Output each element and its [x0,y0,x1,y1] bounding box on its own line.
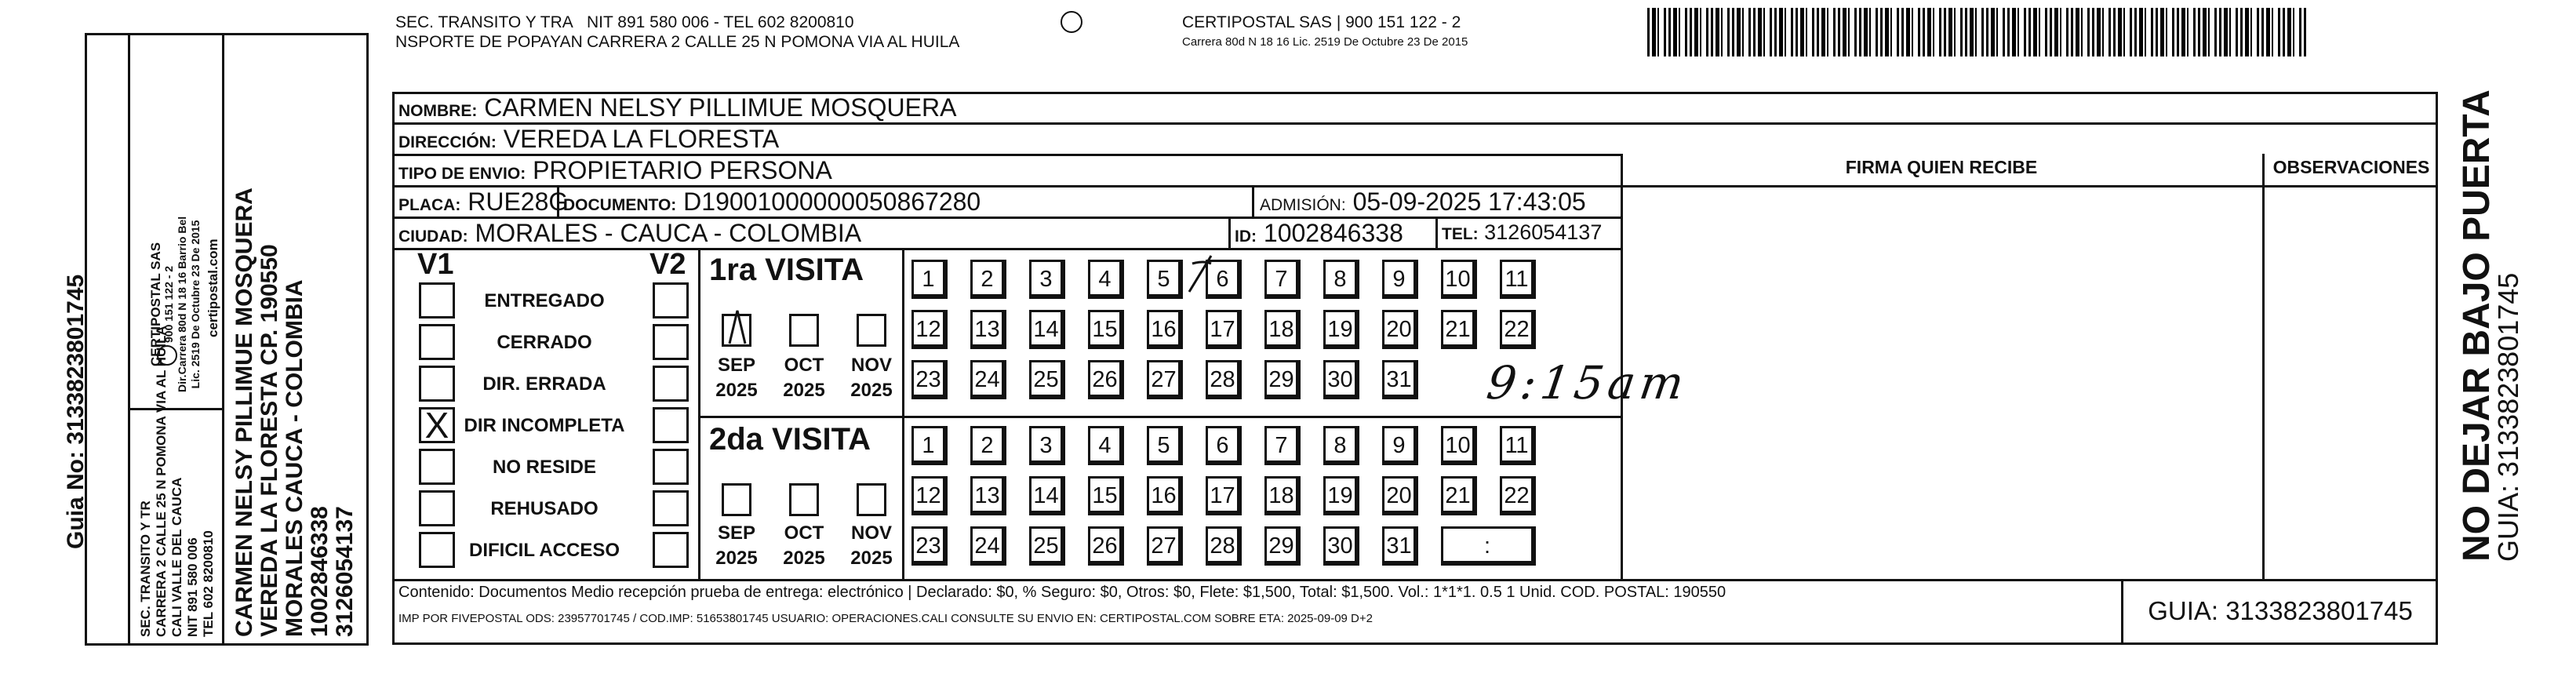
visit1-day-cell[interactable]: 5 [1147,260,1183,299]
visit1-day-cell[interactable]: 31 [1382,360,1418,399]
status-label: CERRADO [497,332,592,353]
visit1-day-cell[interactable]: 27 [1147,360,1183,399]
visit1-day-cell[interactable]: 17 [1206,310,1242,349]
visit2-day-cell[interactable]: 29 [1264,526,1301,566]
ciudad-row [398,219,861,248]
visit2-year: 2025 [783,548,825,569]
visit2-day-cell[interactable]: 14 [1029,476,1065,515]
observaciones-label: OBSERVACIONES [2272,157,2430,177]
visit2-month: SEP [717,522,756,544]
barcode [1647,8,2306,56]
ciudad-label: CIUDAD: [398,227,468,246]
header-carrier [1182,13,1468,52]
v2-checkbox[interactable] [653,532,689,568]
footer-guia: GUIA: 3133823801745 [2148,596,2413,625]
admision-label: ADMISIÓN: [1260,196,1346,214]
visit2-day-cell[interactable]: 11 [1500,426,1536,465]
admision-value: 05-09-2025 17:43:05 [1352,187,1586,216]
visit1-day-cell[interactable]: 20 [1382,310,1418,349]
direccion-value: VEREDA LA FLORESTA [503,125,780,153]
visit1-month: OCT [784,355,824,376]
visit2-day-cell[interactable]: 10 [1441,426,1477,465]
col-status [698,248,700,579]
tipo-value: PROPIETARIO PERSONA [533,156,832,184]
v2-label: V2 [649,248,686,281]
header-carrier-line: CERTIPOSTAL SAS | 900 151 122 - 2 [1182,13,1461,31]
status-label: REHUSADO [490,498,599,519]
visit1-year: 2025 [783,380,825,401]
visit2-title: 2da VISITA [709,422,871,457]
visit2-day-cell[interactable]: 20 [1382,476,1418,515]
visit2-day-cell[interactable]: 17 [1206,476,1242,515]
visit1-day-cell[interactable]: 29 [1264,360,1301,399]
firma-label: FIRMA QUIEN RECIBE [1845,157,2038,177]
visit2-year: 2025 [850,548,893,569]
footer-line2: IMP POR FIVEPOSTAL ODS: 23957701745 / COD.IMP: 51653801745 USUARIO: OPERACIONES.CALI CONSULTE SU ENVIO EN: CERTIPOSTAL.COM SOBRE ETA: 2025-09-09 D+2 [398,612,1373,625]
status-label: ENTREGADO [484,290,605,311]
stub-sender-line: TEL 602 8200810 [201,530,216,637]
tipo-row [398,156,832,185]
v1-checkbox-checked[interactable]: X [419,407,455,443]
placa-label: PLACA: [398,196,461,214]
visit1-day-cell[interactable]: 7 [1264,260,1301,299]
status-label: DIFICIL ACCESO [468,540,620,561]
stub-recipient-line: 3126054137 [332,506,358,637]
visit1-day-cell[interactable]: 8 [1323,260,1359,299]
visit2-time-box[interactable]: : [1441,526,1536,566]
visit2-day-cell[interactable]: 28 [1206,526,1242,566]
nombre-row [398,93,956,122]
visit1-month: SEP [717,355,756,376]
visit1-day-cell[interactable]: 22 [1500,310,1536,349]
visit2-month: NOV [850,522,892,544]
no-dejar-bajo-puerta: NO DEJAR BAJO PUERTA [2456,89,2498,562]
visit2-day-cell[interactable]: 30 [1323,526,1359,566]
stub-carrier-line: CERTIPOSTAL SAS [148,242,163,366]
visit2-day-cell[interactable]: 1 [911,426,948,465]
visit2-month-checkbox[interactable] [789,483,819,516]
visit2-day-cell[interactable]: 9 [1382,426,1418,465]
visit1-title: 1ra VISITA [709,253,864,287]
placa-value: RUE28G [468,187,569,216]
right-guia: GUIA: 3133823801745 [2492,272,2524,562]
visit2-month-checkbox[interactable] [722,483,751,516]
stub-divider-1 [128,33,130,646]
stub-sender-line: CALI VALLE DEL CAUCA [169,477,184,637]
handwritten-time: 9:15am [1483,356,1692,409]
stub-logo-icon [157,345,177,366]
visit1-month-mark [726,308,748,345]
header-sender [395,13,583,52]
visit1-day-cell[interactable]: 18 [1264,310,1301,349]
stub-divider-2 [222,33,224,646]
visit2-month-checkbox[interactable] [857,483,886,516]
row-line [392,579,2438,581]
visit1-day-cell[interactable]: 10 [1441,260,1477,299]
visit2-day-cell[interactable]: 6 [1206,426,1242,465]
visit2-day-cell[interactable]: 31 [1382,526,1418,566]
visit1-day-cell[interactable]: 30 [1323,360,1359,399]
visit1-month-checkbox[interactable] [789,314,819,347]
row-line [392,248,1622,250]
visit2-day-cell[interactable]: 25 [1029,526,1065,566]
stub-carrier-line: 900 151 122 - 2 [162,265,175,343]
col-obs-left [2262,154,2265,579]
visit1-day-cell[interactable]: 26 [1088,360,1124,399]
v2-checkbox[interactable] [653,407,689,443]
admision-row [1260,187,1586,217]
col-tel [1435,217,1438,248]
stub-recipient-line: VEREDA LA FLORESTA CP. 190550 [257,244,282,637]
visit2-day-cell[interactable]: 12 [911,476,948,515]
stub-recipient-line: MORALES CAUCA - COLOMBIA [282,279,307,637]
col-visit [902,248,904,579]
tel-value: 3126054137 [1484,220,1603,244]
v2-checkbox[interactable] [653,449,689,485]
visit2-day-cell[interactable]: 22 [1500,476,1536,515]
visit1-day-cell[interactable]: 21 [1441,310,1477,349]
visit-divider [698,416,1622,418]
header-address-line: CARRERA 2 CALLE 25 N POMONA VIA AL HUILA [587,33,960,51]
visit1-day-cell[interactable]: 14 [1029,310,1065,349]
visit2-day-cell[interactable]: 8 [1323,426,1359,465]
visit1-day-cell[interactable]: 16 [1147,310,1183,349]
visit1-day-cell[interactable]: 6 [1206,260,1242,299]
id-row [1235,219,1403,248]
visit2-month: OCT [784,522,824,544]
visit1-day-cell[interactable]: 25 [1029,360,1065,399]
tel-row [1442,220,1602,245]
stub-sender-line: SEC. TRANSITO Y TR [138,500,153,637]
visit1-day-cell[interactable]: 24 [970,360,1006,399]
direccion-label: DIRECCIÓN: [398,133,497,151]
visit2-day-cell[interactable]: 5 [1147,426,1183,465]
visit2-day-cell[interactable]: 13 [970,476,1006,515]
footer-line1: Contenido: Documentos Medio recepción prueba de entrega: electrónico | Declarado: $0, % Seguro: $0, Otros: $0, Flete: $1,500, Total: $1,500. Vol.: 1*1*1. 0.5 1 Unid. COD. POSTAL: 190550 [398,584,1726,601]
status-label: NO RESIDE [492,457,597,478]
visit2-day-cell[interactable]: 16 [1147,476,1183,515]
visit2-day-cell[interactable]: 19 [1323,476,1359,515]
header-sender-b: NSPORTE DE POPAYAN [395,33,583,51]
handwritten-day-mark [1184,253,1216,295]
visit1-day-cell[interactable]: 9 [1382,260,1418,299]
ciudad-value: MORALES - CAUCA - COLOMBIA [475,219,862,247]
stub-carrier-line: Dir.Carrera 80d N 18 16 Barrio Bel [176,216,188,392]
col-admision [1252,185,1254,217]
stub-sender-line: CARRERA 2 CALLE 25 N POMONA VIA AL HUILA [154,326,169,637]
nombre-value: CARMEN NELSY PILLIMUE MOSQUERA [484,93,957,122]
visit1-year: 2025 [715,380,758,401]
tel-label: TEL: [1442,225,1479,243]
placa-row [398,187,568,217]
visit1-day-cell[interactable]: 19 [1323,310,1359,349]
visit2-day-cell[interactable]: 24 [970,526,1006,566]
visit1-day-cell[interactable]: 4 [1088,260,1124,299]
documento-label: DOCUMENTO: [563,196,677,214]
documento-row [563,187,981,217]
visit1-day-cell[interactable]: 11 [1500,260,1536,299]
v2-checkbox[interactable] [653,490,689,526]
header-sender-a: SEC. TRANSITO Y TRA [395,13,573,31]
documento-value: D19001000000050867280 [683,187,981,216]
stub-carrier-line: Lic. 2519 De Octubre 23 De 2015 [189,220,202,389]
v1-label: V1 [417,248,454,281]
nombre-label: NOMBRE: [398,102,478,120]
visit1-day-cell[interactable]: 15 [1088,310,1124,349]
visit1-day-cell[interactable]: 28 [1206,360,1242,399]
visit1-day-cell[interactable]: 13 [970,310,1006,349]
v2-checkbox[interactable] [653,324,689,360]
v2-checkbox[interactable] [653,282,689,318]
visit1-month: NOV [850,355,892,376]
visit1-day-cell[interactable]: 1 [911,260,948,299]
status-label: DIR. ERRADA [482,373,606,395]
visit1-day-cell[interactable]: 2 [970,260,1006,299]
id-value: 1002846338 [1263,219,1403,247]
visit2-day-cell[interactable]: 3 [1029,426,1065,465]
visit2-day-cell[interactable]: 15 [1088,476,1124,515]
header-logo-icon [1061,11,1082,33]
col-id [1228,217,1231,248]
stub-recipient-line: 1002846338 [307,506,333,637]
visit2-day-cell[interactable]: 4 [1088,426,1124,465]
visit2-day-cell[interactable]: 2 [970,426,1006,465]
visit1-month-checkbox[interactable] [857,314,886,347]
visit2-day-cell[interactable]: 7 [1264,426,1301,465]
visit2-day-cell[interactable]: 26 [1088,526,1124,566]
visit2-day-cell[interactable]: 18 [1264,476,1301,515]
v2-checkbox[interactable] [653,366,689,402]
stub-sender-line: NIT 891 580 006 [185,537,200,637]
visit2-day-cell[interactable]: 21 [1441,476,1477,515]
visit2-day-cell[interactable]: 27 [1147,526,1183,566]
header-carrier-address: Carrera 80d N 18 16 Lic. 2519 De Octubre 23 De 2015 [1182,35,1468,49]
visit2-year: 2025 [715,548,758,569]
id-label: ID: [1235,227,1257,246]
visit1-day-cell[interactable]: 23 [911,360,948,399]
tipo-label: TIPO DE ENVIO: [398,165,526,183]
visit1-day-cell[interactable]: 12 [911,310,948,349]
visit1-day-cell[interactable]: 3 [1029,260,1065,299]
stub-recipient-line: CARMEN NELSY PILLIMUE MOSQUERA [231,187,257,637]
visit1-year: 2025 [850,380,893,401]
visit2-day-cell[interactable]: 23 [911,526,948,566]
header-nit-line: NIT 891 580 006 - TEL 602 8200810 [587,13,854,31]
stub-guia-number: Guia No: 3133823801745 [63,274,89,549]
header-nit [587,13,959,52]
direccion-row [398,125,779,154]
status-label: DIR INCOMPLETA [464,415,625,436]
